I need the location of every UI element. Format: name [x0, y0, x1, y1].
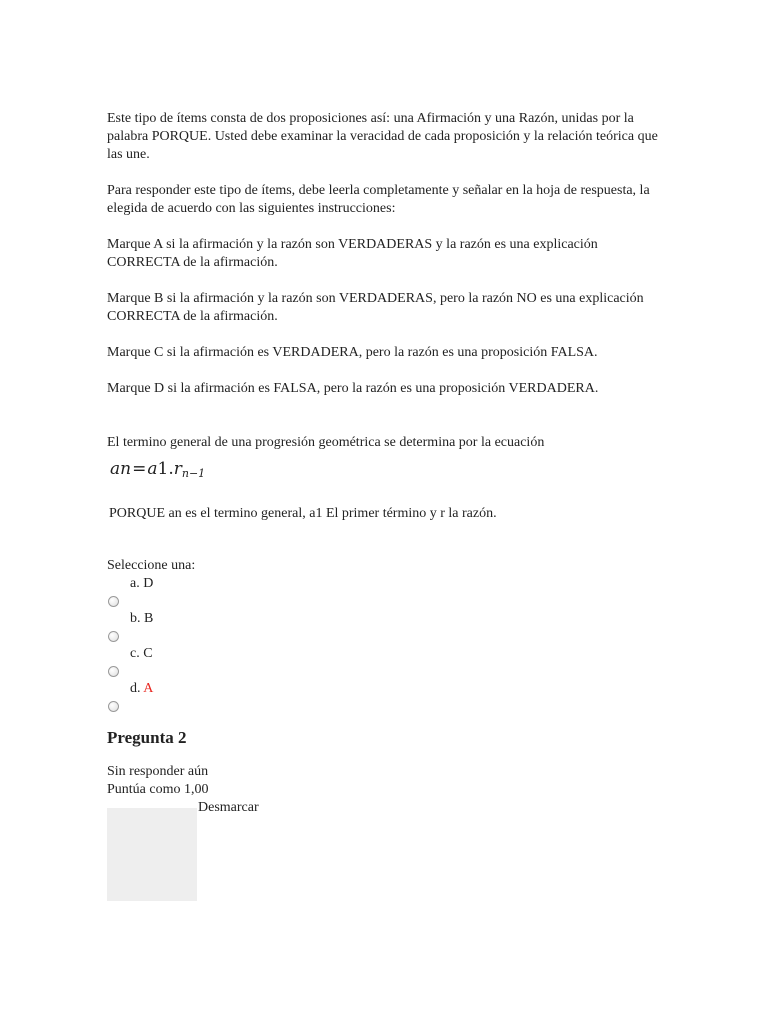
- radio-button-d[interactable]: [108, 701, 119, 712]
- unmark-link[interactable]: Desmarcar: [198, 800, 259, 815]
- formula-dot: .: [168, 459, 174, 479]
- option-letter: C: [143, 646, 153, 661]
- question-info-block: [107, 799, 667, 899]
- flag-question-box[interactable]: [107, 808, 197, 901]
- rule-d-paragraph: Marque D si la afirmación es FALSA, pero la razón es una proposición VERDADERA.: [107, 381, 599, 396]
- instruction-paragraph: Este tipo de ítems consta de dos proposiciones así: una Afirmación y una Razón, unidas por la palabra PORQUE. Usted debe examinar la veracidad de cada proposición y la relación teórica que las une.: [107, 111, 658, 162]
- geometric-formula: [110, 458, 667, 485]
- option-letter-highlighted: A: [143, 681, 154, 696]
- formula-lhs: an: [110, 459, 132, 479]
- formula-one: 1: [157, 459, 169, 479]
- question-content: [107, 110, 667, 899]
- radio-button-a[interactable]: [108, 596, 119, 607]
- radio-button-c[interactable]: [108, 666, 119, 677]
- rule-a-paragraph: Marque A si la afirmación y la razón son VERDADERAS y la razón es una explicación CORRECTA de la afirmación.: [107, 237, 598, 270]
- option-c[interactable]: [107, 645, 667, 680]
- question-score: Puntúa como 1,00: [107, 782, 209, 797]
- radio-button-b[interactable]: [108, 631, 119, 642]
- question-statement: El termino general de una progresión geométrica se determina por la ecuación: [107, 435, 545, 450]
- question-status: Sin responder aún: [107, 764, 209, 779]
- option-prefix: c.: [130, 646, 144, 661]
- option-b[interactable]: [107, 610, 667, 645]
- answer-options: [107, 575, 667, 715]
- option-letter: B: [144, 611, 154, 626]
- option-a[interactable]: [107, 575, 667, 610]
- option-prefix: a.: [130, 576, 144, 591]
- formula-r: r: [173, 459, 182, 479]
- select-one-label: Seleccione una:: [107, 558, 196, 573]
- rule-c-paragraph: Marque C si la afirmación es VERDADERA, pero la razón es una proposición FALSA.: [107, 345, 598, 360]
- option-letter: D: [143, 576, 154, 591]
- question-2-title: Pregunta 2: [107, 728, 187, 747]
- option-prefix: d.: [130, 681, 144, 696]
- rule-b-paragraph: Marque B si la afirmación y la razón son VERDADERAS, pero la razón NO es una explicación CORRECTA de la afirmación.: [107, 291, 644, 324]
- formula-equals: =: [132, 459, 147, 479]
- formula-a: a: [147, 459, 158, 479]
- formula-exponent: n−1: [181, 467, 206, 480]
- question-reason: PORQUE an es el termino general, a1 El primer término y r la razón.: [109, 506, 497, 521]
- instruction-paragraph: Para responder este tipo de ítems, debe leerla completamente y señalar en la hoja de respuesta, la elegida de acuerdo con las siguientes instrucciones:: [107, 183, 650, 216]
- option-d[interactable]: [107, 680, 667, 715]
- option-prefix: b.: [130, 611, 144, 626]
